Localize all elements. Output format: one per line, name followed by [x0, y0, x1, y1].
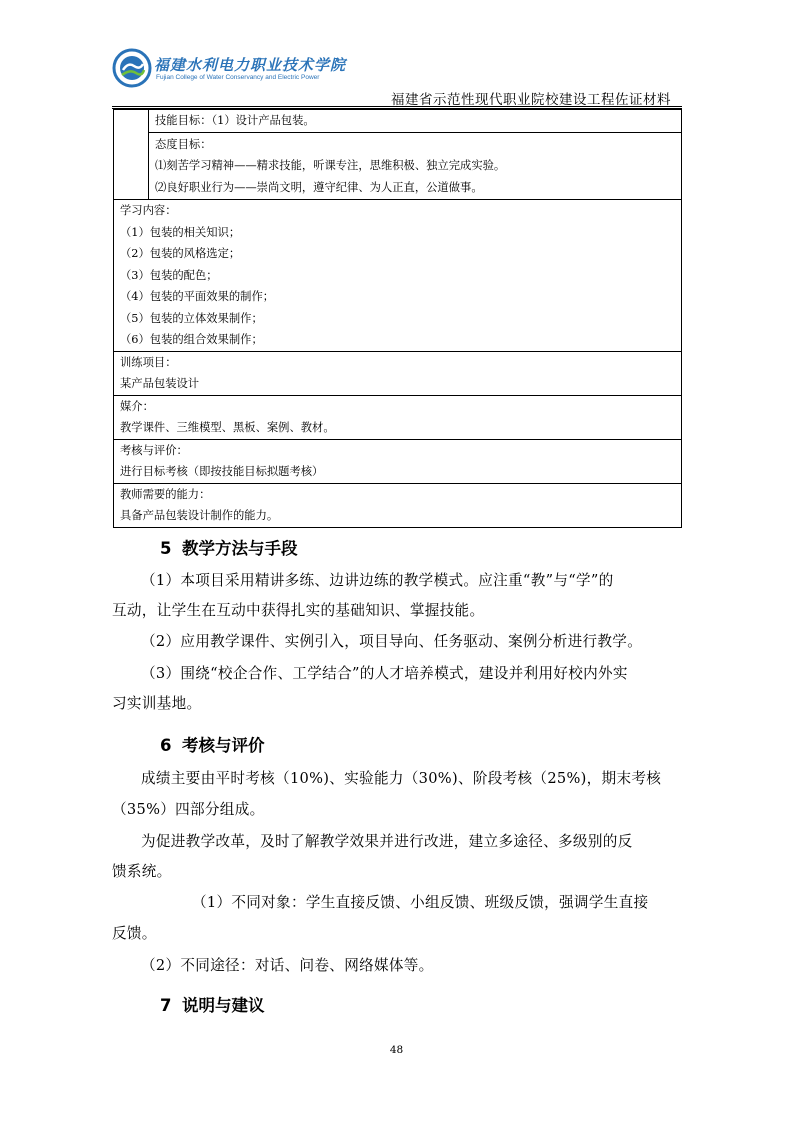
- section-heading-6: [160, 732, 265, 756]
- paragraph-line: 反馈。: [112, 925, 157, 942]
- college-emblem-icon: [112, 48, 152, 88]
- paragraph-line: （35%）四部分组成。: [112, 801, 265, 818]
- logo-text-en: Fujian College of Water Conservancy and Electric Power: [156, 74, 320, 81]
- table-cell-teacher: [114, 483, 682, 527]
- skill-goal: 技能目标：（1）设计产品包装。: [155, 114, 315, 127]
- media-label: 媒介：: [120, 399, 154, 413]
- teacher-label: 教师需要的能力：: [120, 487, 211, 501]
- teacher-value: 具备产品包装设计制作的能力。: [120, 509, 279, 522]
- table-cell-content: [114, 200, 682, 352]
- section-title: 教学方法与手段: [182, 539, 298, 558]
- table-row-skill: [114, 110, 682, 133]
- attitude-item: ⑴刻苦学习精神——精求技能，听课专注，思维积极、独立完成实验。: [155, 159, 506, 172]
- table-cell-skill: [149, 110, 682, 133]
- paragraph-line: （3）围绕“校企合作、工学结合”的人才培养模式，建设并利用好校内外实: [141, 665, 628, 682]
- content-item: （2）包装的风格选定；: [120, 247, 241, 260]
- content-item: （1）包装的相关知识；: [120, 225, 241, 239]
- assessment-value: 进行目标考核（即按技能目标拟题考核）: [120, 465, 324, 478]
- media-value: 教学课件、三维模型、黑板、案例、教材。: [120, 421, 335, 434]
- paragraph-line: （1）不同对象：学生直接反馈、小组反馈、班级反馈，强调学生直接: [192, 894, 649, 911]
- section-number: 7: [160, 996, 172, 1015]
- section-heading-5: [160, 535, 298, 559]
- section-title: 说明与建议: [182, 996, 265, 1015]
- paragraph-line: 馈系统。: [112, 863, 172, 880]
- section-number: 6: [160, 736, 172, 755]
- table-row-training: [114, 351, 682, 395]
- section-number: 5: [160, 539, 172, 558]
- paragraph-line: （2）应用教学课件、实例引入，项目导向、任务驱动、案例分析进行教学。: [141, 633, 643, 650]
- page-number: 48: [389, 1044, 404, 1056]
- table-row-assessment: [114, 439, 682, 483]
- table-row-attitude: [114, 132, 682, 200]
- table-cell-attitude: [149, 132, 682, 200]
- section-heading-7: [160, 992, 265, 1016]
- paragraph-line: 互动，让学生在互动中获得扎实的基础知识、掌握技能。: [112, 602, 485, 619]
- header-title: 福建省示范性现代职业院校建设工程佐证材料: [391, 92, 671, 108]
- table-cell-assessment: [114, 439, 682, 483]
- content-item: （6）包装的组合效果制作；: [120, 333, 263, 346]
- header-rule: [112, 106, 682, 107]
- attitude-label: 态度目标：: [155, 137, 212, 151]
- section-title: 考核与评价: [182, 736, 265, 755]
- content-label: 学习内容：: [120, 204, 177, 217]
- table-row-content: [114, 200, 682, 352]
- course-objective-table: [113, 109, 682, 528]
- paragraph-line: （1）本项目采用精讲多练、边讲边练的教学模式。应注重“教”与“学”的: [141, 572, 614, 589]
- training-label: 训练项目：: [120, 355, 177, 369]
- content-item: （5）包装的立体效果制作；: [120, 311, 263, 325]
- table-cell-media: [114, 395, 682, 439]
- paragraph-line: 习实训基地。: [112, 695, 202, 712]
- college-logo: [112, 48, 347, 92]
- table-cell-training: [114, 351, 682, 395]
- training-value: 某产品包装设计: [120, 377, 200, 390]
- content-item: （3）包装的配色；: [120, 268, 218, 282]
- paragraph-line: （2）不同途径：对话、问卷、网络媒体等。: [141, 957, 434, 974]
- table-row-teacher: [114, 483, 682, 527]
- table-row-media: [114, 395, 682, 439]
- content-item: （4）包装的平面效果的制作；: [120, 290, 275, 303]
- paragraph-line: 为促进教学改革，及时了解教学效果并进行改进，建立多途径、多级别的反: [141, 833, 633, 850]
- assessment-label: 考核与评价：: [120, 443, 188, 457]
- logo-text-cn: 福建水利电力职业技术学院: [154, 56, 347, 74]
- paragraph-line: 成绩主要由平时考核（10%)、实验能力（30%)、阶段考核（25%)，期末考核: [141, 770, 662, 787]
- attitude-item: ⑵良好职业行为——崇尚文明，遵守纪律、为人正直，公道做事。: [155, 180, 483, 194]
- table-spacer-cell: [114, 110, 149, 200]
